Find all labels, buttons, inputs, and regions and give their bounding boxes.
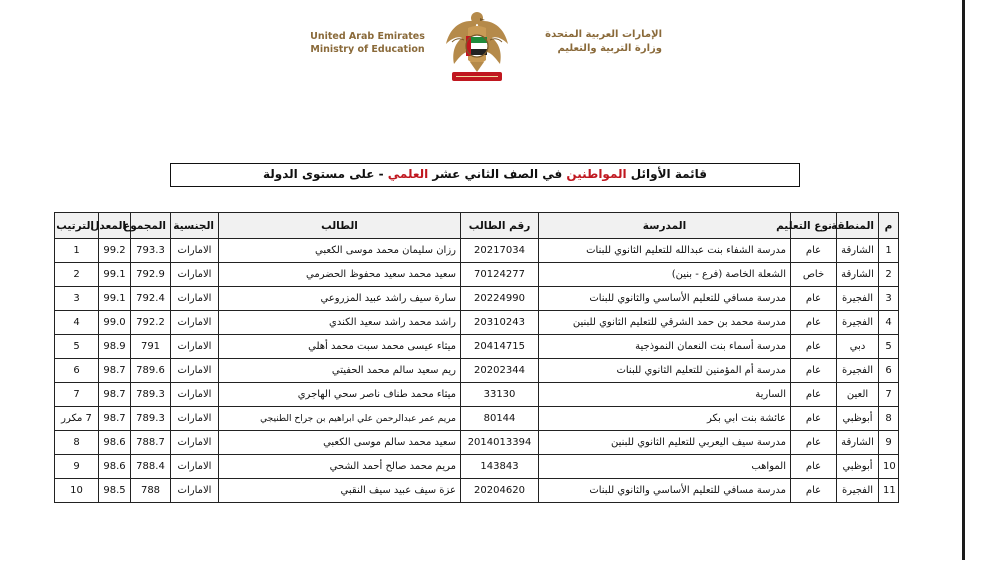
cell-school: مدرسة محمد بن حمد الشرقي للتعليم الثانوي للبنين <box>539 311 791 335</box>
cell-region: الفجيرة <box>837 311 879 335</box>
cell-number: 8 <box>879 407 899 431</box>
cell-student-name: رزان سليمان محمد موسى الكعبي <box>219 239 461 263</box>
table-row <box>55 431 899 455</box>
country-name-arabic: الإمارات العربية المتحدة <box>545 29 662 40</box>
cell-total: 788.4 <box>131 455 171 479</box>
cell-average: 98.7 <box>99 407 131 431</box>
cell-average: 99.0 <box>99 311 131 335</box>
table-row <box>55 383 899 407</box>
cell-student-name: سعيد محمد سالم موسى الكعبي <box>219 431 461 455</box>
title-text-2: في الصف الثاني عشر <box>428 167 567 181</box>
cell-school: مدرسة مسافي للتعليم الأساسي والثانوي للبنات <box>539 479 791 503</box>
ministry-name-english <box>300 30 435 56</box>
cell-nationality: الامارات <box>171 311 219 335</box>
cell-number: 11 <box>879 479 899 503</box>
title-text-3: - على مستوى الدولة <box>262 167 388 181</box>
cell-nationality: الامارات <box>171 479 219 503</box>
cell-school: مدرسة سيف اليعربي للتعليم الثانوي للبنين <box>539 431 791 455</box>
cell-student-name: ميثاء عيسى محمد سبت محمد أهلي <box>219 335 461 359</box>
cell-nationality: الامارات <box>171 407 219 431</box>
header-total: المجموع <box>131 213 171 239</box>
cell-nationality: الامارات <box>171 455 219 479</box>
list-title <box>170 163 800 187</box>
cell-region: الفجيرة <box>837 287 879 311</box>
cell-average: 98.6 <box>99 455 131 479</box>
title-highlight-science: العلمي <box>387 167 429 181</box>
cell-average: 99.2 <box>99 239 131 263</box>
cell-rank: 9 <box>55 455 99 479</box>
cell-total: 789.6 <box>131 359 171 383</box>
cell-rank: 1 <box>55 239 99 263</box>
table-row <box>55 479 899 503</box>
cell-rank: 7 <box>55 383 99 407</box>
cell-nationality: الامارات <box>171 359 219 383</box>
cell-student-id: 20202344 <box>461 359 539 383</box>
cell-nationality: الامارات <box>171 383 219 407</box>
cell-rank: 7 مكرر <box>55 407 99 431</box>
cell-education-type: عام <box>791 311 837 335</box>
cell-average: 98.7 <box>99 383 131 407</box>
cell-school: المواهب <box>539 455 791 479</box>
cell-student-name: سعيد محمد سعيد محفوظ الحضرمي <box>219 263 461 287</box>
cell-region: أبوظبي <box>837 455 879 479</box>
cell-student-id: 20204620 <box>461 479 539 503</box>
header-number: م <box>879 213 899 239</box>
header-school: المدرسة <box>539 213 791 239</box>
cell-number: 7 <box>879 383 899 407</box>
cell-number: 5 <box>879 335 899 359</box>
ministry-header <box>290 8 670 88</box>
header-student-name: الطالب <box>219 213 461 239</box>
cell-education-type: عام <box>791 239 837 263</box>
header-nationality: الجنسية <box>171 213 219 239</box>
cell-average: 98.9 <box>99 335 131 359</box>
cell-student-name: مريم عمر عبدالرحمن علي ابراهيم بن جراح الطنيجي <box>219 407 461 431</box>
cell-student-id: 33130 <box>461 383 539 407</box>
cell-education-type: عام <box>791 287 837 311</box>
cell-education-type: عام <box>791 359 837 383</box>
cell-school: مدرسة أم المؤمنين للتعليم الثانوي للبنات <box>539 359 791 383</box>
cell-region: الفجيرة <box>837 359 879 383</box>
cell-student-id: 20224990 <box>461 287 539 311</box>
table-row <box>55 239 899 263</box>
cell-number: 2 <box>879 263 899 287</box>
table-row <box>55 407 899 431</box>
cell-nationality: الامارات <box>171 287 219 311</box>
cell-rank: 8 <box>55 431 99 455</box>
cell-number: 10 <box>879 455 899 479</box>
table-row <box>55 263 899 287</box>
cell-region: دبي <box>837 335 879 359</box>
cell-total: 792.9 <box>131 263 171 287</box>
table-row <box>55 359 899 383</box>
table-row <box>55 311 899 335</box>
cell-education-type: خاص <box>791 263 837 287</box>
cell-average: 99.1 <box>99 263 131 287</box>
cell-student-name: ريم سعيد سالم محمد الحفيتي <box>219 359 461 383</box>
cell-number: 9 <box>879 431 899 455</box>
cell-school: مدرسة مسافي للتعليم الأساسي والثانوي للبنات <box>539 287 791 311</box>
cell-student-id: 20414715 <box>461 335 539 359</box>
cell-school: مدرسة أسماء بنت النعمان النموذجية <box>539 335 791 359</box>
cell-total: 788 <box>131 479 171 503</box>
cell-region: الشارقة <box>837 239 879 263</box>
table-row <box>55 455 899 479</box>
cell-rank: 5 <box>55 335 99 359</box>
title-highlight-citizens: المواطنين <box>566 167 627 181</box>
cell-student-id: 70124277 <box>461 263 539 287</box>
cell-education-type: عام <box>791 431 837 455</box>
country-name-english: United Arab Emirates <box>310 31 425 42</box>
cell-region: أبوظبي <box>837 407 879 431</box>
cell-student-name: عزة سيف عبيد سيف النقبي <box>219 479 461 503</box>
page-edge-rule <box>962 0 965 560</box>
cell-rank: 2 <box>55 263 99 287</box>
cell-school: الشعلة الخاصة (فرع - بنين) <box>539 263 791 287</box>
cell-average: 98.7 <box>99 359 131 383</box>
table-row <box>55 335 899 359</box>
cell-nationality: الامارات <box>171 431 219 455</box>
cell-student-id: 143843 <box>461 455 539 479</box>
cell-school: عائشة بنت ابي بكر <box>539 407 791 431</box>
cell-number: 4 <box>879 311 899 335</box>
cell-number: 6 <box>879 359 899 383</box>
cell-student-id: 80144 <box>461 407 539 431</box>
cell-total: 789.3 <box>131 407 171 431</box>
ministry-name-english-line: Ministry of Education <box>310 44 425 55</box>
cell-region: الشارقة <box>837 431 879 455</box>
cell-nationality: الامارات <box>171 239 219 263</box>
cell-nationality: الامارات <box>171 263 219 287</box>
table-row <box>55 287 899 311</box>
cell-student-name: مريم محمد صالح أحمد الشحي <box>219 455 461 479</box>
top-students-table <box>54 212 899 503</box>
cell-education-type: عام <box>791 383 837 407</box>
cell-student-name: ميثاء محمد طناف ناصر سحي الهاجري <box>219 383 461 407</box>
cell-total: 788.7 <box>131 431 171 455</box>
cell-education-type: عام <box>791 335 837 359</box>
cell-rank: 3 <box>55 287 99 311</box>
ministry-name-arabic <box>522 28 662 56</box>
cell-number: 1 <box>879 239 899 263</box>
ministry-name-arabic-line: وزارة التربية والتعليم <box>557 43 662 54</box>
cell-region: الفجيرة <box>837 479 879 503</box>
cell-total: 793.3 <box>131 239 171 263</box>
cell-number: 3 <box>879 287 899 311</box>
cell-student-id: 20217034 <box>461 239 539 263</box>
title-text-1: قائمة الأوائل <box>626 167 708 181</box>
header-average: المعدل <box>99 213 131 239</box>
cell-student-id: 20310243 <box>461 311 539 335</box>
cell-total: 792.4 <box>131 287 171 311</box>
cell-student-name: راشد محمد راشد سعيد الكندي <box>219 311 461 335</box>
cell-school: مدرسة الشفاء بنت عبدالله للتعليم الثانوي للبنات <box>539 239 791 263</box>
header-student-id: رقم الطالب <box>461 213 539 239</box>
cell-average: 98.5 <box>99 479 131 503</box>
cell-nationality: الامارات <box>171 335 219 359</box>
cell-education-type: عام <box>791 407 837 431</box>
header-region: المنطقة <box>837 213 879 239</box>
cell-total: 789.3 <box>131 383 171 407</box>
cell-average: 99.1 <box>99 287 131 311</box>
cell-school: السارية <box>539 383 791 407</box>
uae-emblem-falcon-icon <box>442 8 512 86</box>
cell-total: 792.2 <box>131 311 171 335</box>
cell-student-name: سارة سيف راشد عبيد المزروعي <box>219 287 461 311</box>
cell-student-id: 2014013394 <box>461 431 539 455</box>
cell-average: 98.6 <box>99 431 131 455</box>
cell-education-type: عام <box>791 455 837 479</box>
cell-total: 791 <box>131 335 171 359</box>
cell-rank: 4 <box>55 311 99 335</box>
cell-rank: 6 <box>55 359 99 383</box>
header-education-type: نوع التعليم <box>791 213 837 239</box>
cell-rank: 10 <box>55 479 99 503</box>
cell-education-type: عام <box>791 479 837 503</box>
cell-region: الشارقة <box>837 263 879 287</box>
header-rank: الترتيب <box>55 213 99 239</box>
table-header-row <box>55 213 899 239</box>
cell-region: العين <box>837 383 879 407</box>
